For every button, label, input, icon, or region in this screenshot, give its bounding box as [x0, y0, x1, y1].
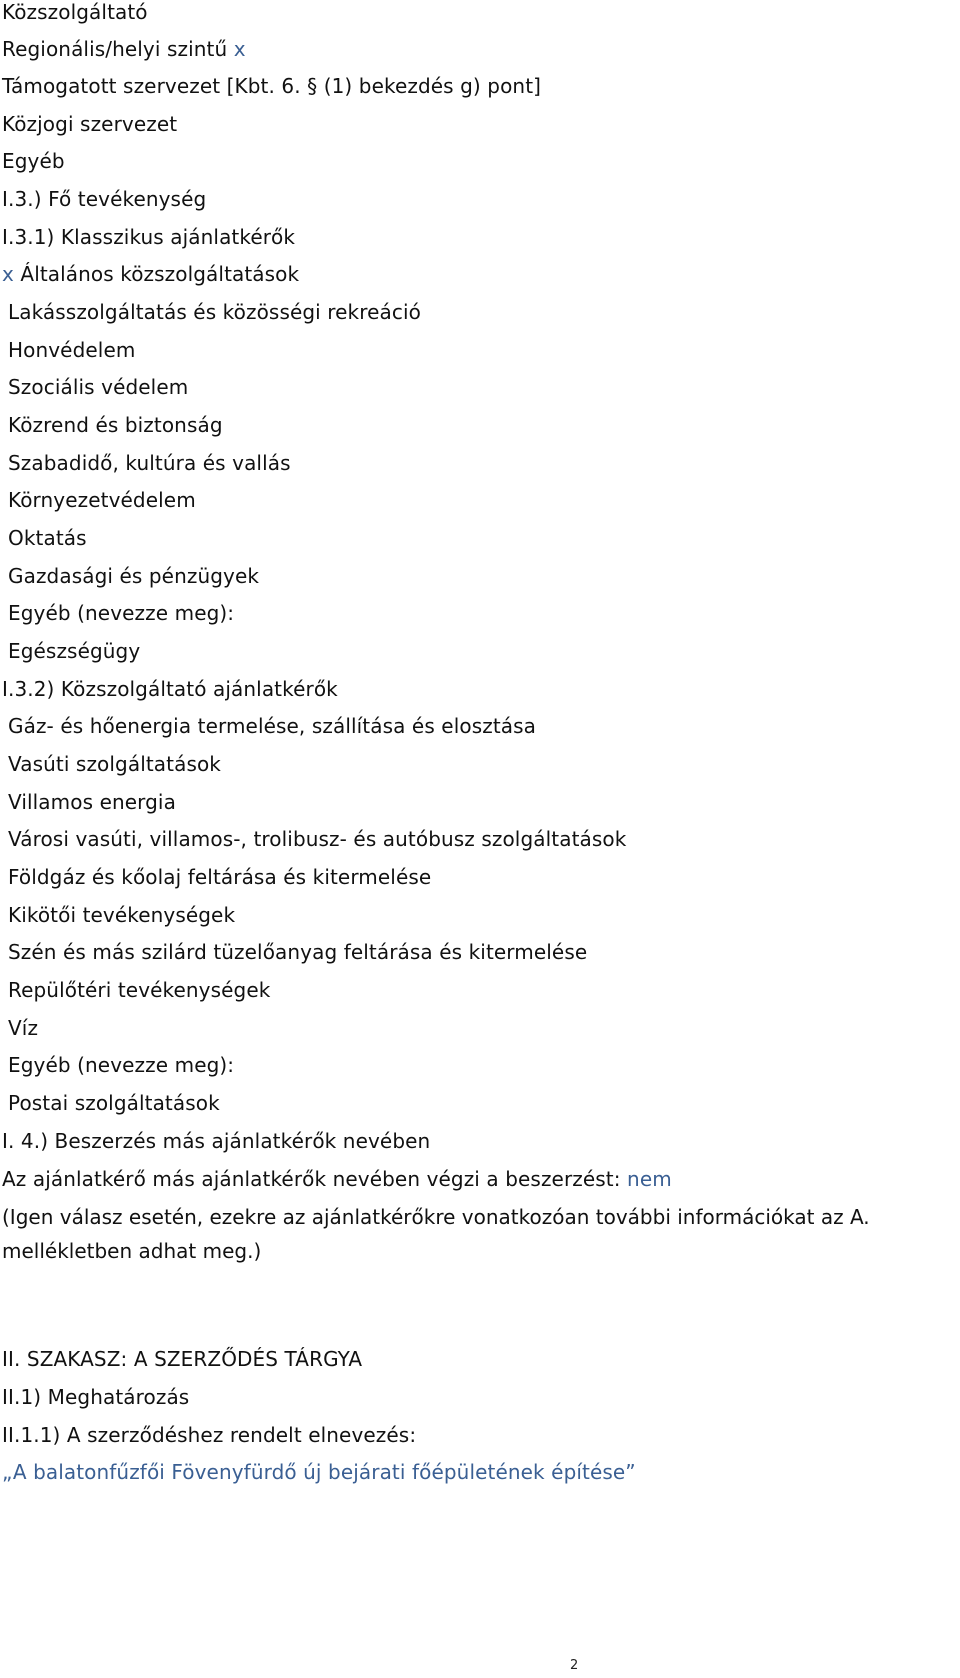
classic-activity-item: Egészségügy — [8, 639, 141, 663]
classic-activity-item: Lakásszolgáltatás és közösségi rekreáció — [8, 300, 421, 324]
classic-activity-item: Oktatás — [8, 526, 87, 550]
utility-activity-item: Gáz- és hőenergia termelése, szállítása és elosztása — [8, 714, 536, 738]
utility-activity-item: Kikötői tevékenységek — [8, 903, 236, 927]
classic-activity-item: Szociális védelem — [8, 375, 189, 399]
authority-type-regional — [2, 36, 246, 62]
joint-procurement-note: (Igen válasz esetén, ezekre az ajánlatkérőkre vonatkozóan további információkat az A. mellékletben adhat meg.) — [2, 1205, 870, 1263]
contract-name-label: II.1.1) A szerződéshez rendelt elnevezés: — [2, 1423, 417, 1447]
authority-type-public-law: Közjogi szervezet — [2, 112, 178, 136]
classic-activity-item: Gazdasági és pénzügyek — [8, 564, 260, 588]
authority-type-other: Egyéb — [2, 149, 65, 173]
utility-activity-item: Szén és más szilárd tüzelőanyag feltárása és kitermelése — [8, 940, 588, 964]
joint-procurement-question: Az ajánlatkérő más ajánlatkérők nevében végzi a beszerzést: — [2, 1167, 621, 1191]
utility-activity-item: Repülőtéri tevékenységek — [8, 978, 271, 1002]
utility-authorities-heading: I.3.2) Közszolgáltató ajánlatkérők — [2, 677, 338, 701]
joint-procurement-question-line — [2, 1166, 672, 1192]
classic-activity-item: Közrend és biztonság — [8, 413, 223, 437]
utility-activity-item: Villamos energia — [8, 790, 176, 814]
contract-name: „A balatonfűzfői Fövenyfürdő új bejárati főépületének építése” — [2, 1460, 636, 1484]
classic-activity-item: Szabadidő, kultúra és vallás — [8, 451, 291, 475]
utility-activity-item: Víz — [8, 1016, 39, 1040]
utility-activity-item: Egyéb (nevezze meg): — [8, 1053, 235, 1077]
utility-activity-item: Földgáz és kőolaj feltárása és kitermelése — [8, 865, 432, 889]
classic-activity-selected-mark: x — [2, 262, 14, 286]
section-two-heading: II. SZAKASZ: A SZERZŐDÉS TÁRGYA — [2, 1347, 363, 1371]
classic-activity-item: Honvédelem — [8, 338, 136, 362]
utility-activity-item: Postai szolgáltatások — [8, 1091, 220, 1115]
classic-activity-label: Általános közszolgáltatások — [20, 262, 300, 286]
utility-activity-item: Vasúti szolgáltatások — [8, 752, 221, 776]
joint-procurement-answer: nem — [627, 1167, 672, 1191]
classic-activity-item — [2, 261, 299, 287]
utility-activity-item: Városi vasúti, villamos-, trolibusz- és autóbusz szolgáltatások — [8, 827, 627, 851]
classic-activity-item: Környezetvédelem — [8, 488, 196, 512]
authority-type-regional-mark: x — [233, 37, 246, 61]
joint-procurement-heading: I. 4.) Beszerzés más ajánlatkérők nevében — [2, 1129, 431, 1153]
authority-type-utility: Közszolgáltató — [2, 0, 148, 24]
classic-authorities-heading: I.3.1) Klasszikus ajánlatkérők — [2, 225, 296, 249]
authority-type-regional-label: Regionális/helyi szintű — [2, 37, 228, 61]
main-activity-heading: I.3.) Fő tevékenység — [2, 187, 207, 211]
classic-activity-item: Egyéb (nevezze meg): — [8, 601, 235, 625]
section-two-subheading: II.1) Meghatározás — [2, 1385, 190, 1409]
page-number: 2 — [570, 1658, 579, 1673]
authority-type-supported: Támogatott szervezet [Kbt. 6. § (1) bekezdés g) pont] — [2, 74, 542, 98]
